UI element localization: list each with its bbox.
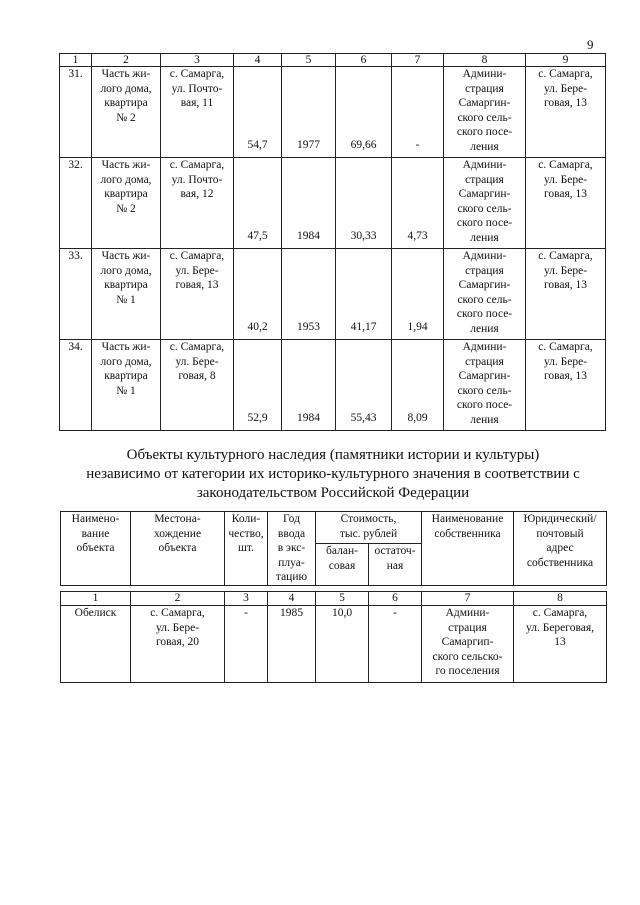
cell-line: лого дома, xyxy=(100,264,152,277)
owner-address xyxy=(526,249,606,340)
heritage-table-body xyxy=(61,512,607,683)
cell-line: ского сельско- xyxy=(432,650,503,663)
cell-line: квартира xyxy=(104,188,148,201)
cell-line: хождение xyxy=(153,527,202,540)
object-area: 54,7 xyxy=(234,67,282,158)
cell-line: 13 xyxy=(554,636,566,649)
cell-line: с. Самарга, xyxy=(150,607,205,619)
header-object-name xyxy=(61,512,131,586)
balance-cost: 30,33 xyxy=(336,158,392,249)
cell-line: ского посе- xyxy=(456,126,513,139)
cell-line: Админи- xyxy=(462,159,507,171)
cell-line: Админи- xyxy=(462,68,507,80)
cell-line: страция xyxy=(448,621,487,634)
cell-line: с. Самарга, xyxy=(532,607,588,619)
row-number: 32. xyxy=(60,158,92,249)
cell-line: ского сель- xyxy=(457,202,512,215)
cell-line: квартира xyxy=(104,97,148,110)
cell-line: ления xyxy=(470,231,499,244)
balance-cost: 41,17 xyxy=(336,249,392,340)
cell-line: Админи- xyxy=(462,250,507,262)
cell-line: ул. Бере- xyxy=(543,82,588,95)
header-quantity xyxy=(225,512,268,586)
cell-line: ввода xyxy=(277,527,306,540)
cell-line: совая xyxy=(328,559,356,572)
cell-line: чество, xyxy=(228,527,264,540)
cell-line: остаточ- xyxy=(374,545,416,557)
column-number: 6 xyxy=(369,592,422,606)
cell-line: ул. Береговая, xyxy=(525,621,595,634)
header-owner xyxy=(422,512,514,586)
cell-line: квартира xyxy=(104,279,148,292)
object-name xyxy=(92,249,161,340)
cell-line: № 1 xyxy=(116,384,136,397)
residual-cost: 1,94 xyxy=(392,249,444,340)
page-number: 9 xyxy=(587,37,594,52)
column-number: 7 xyxy=(392,54,444,67)
cell-line: ул. Бере- xyxy=(155,621,200,634)
owner-name xyxy=(444,340,526,431)
owner-name xyxy=(444,249,526,340)
column-number: 5 xyxy=(316,592,369,606)
cell-line: ского посе- xyxy=(456,308,513,321)
cell-line: Стоимость, xyxy=(340,513,397,525)
cell-line: говая, 13 xyxy=(543,370,588,383)
object-address xyxy=(161,249,234,340)
column-number-row xyxy=(60,54,606,67)
cell-line: с. Самарга, xyxy=(538,250,593,262)
object-year: 1977 xyxy=(282,67,336,158)
object-name xyxy=(92,158,161,249)
table-row xyxy=(60,67,606,158)
cell-line: собственника xyxy=(434,527,501,540)
column-number: 7 xyxy=(422,592,514,606)
cell-line: ная xyxy=(386,559,404,572)
cell-line: Самаргин- xyxy=(458,188,511,201)
object-year: 1984 xyxy=(282,340,336,431)
cell-line: Самаргин- xyxy=(458,370,511,383)
object-area: 40,2 xyxy=(234,249,282,340)
cell-line: № 2 xyxy=(116,111,136,124)
section-heading-line: законодательством Российской Федерации xyxy=(196,485,470,501)
section-heading xyxy=(60,446,606,503)
cell-line: квартира xyxy=(104,370,148,383)
column-number: 1 xyxy=(60,54,92,67)
owner-name xyxy=(422,606,514,683)
cell-line: Наимено- xyxy=(71,513,120,525)
cell-line: страция xyxy=(465,173,504,186)
column-number: 2 xyxy=(92,54,161,67)
cell-line: № 2 xyxy=(116,202,136,215)
object-address xyxy=(161,158,234,249)
cell-line: лого дома, xyxy=(100,82,152,95)
cell-line: Часть жи- xyxy=(101,341,151,353)
cell-line: с. Самарга, xyxy=(169,159,225,171)
column-number: 4 xyxy=(234,54,282,67)
column-number: 5 xyxy=(282,54,336,67)
cell-line: вая, 12 xyxy=(180,188,214,201)
object-year: 1984 xyxy=(282,158,336,249)
balance-cost: 69,66 xyxy=(336,67,392,158)
cell-line: страция xyxy=(465,82,504,95)
column-number: 1 xyxy=(61,592,131,606)
column-number: 6 xyxy=(336,54,392,67)
object-year: 1985 xyxy=(268,606,316,683)
cell-line: с. Самарга, xyxy=(538,341,593,353)
balance-cost: 10,0 xyxy=(316,606,369,683)
object-name: Обелиск xyxy=(61,606,131,683)
cell-line: ул. Бере- xyxy=(175,264,219,277)
owner-name xyxy=(444,67,526,158)
cell-line: ления xyxy=(470,322,499,335)
cell-line: № 1 xyxy=(116,293,136,306)
heritage-table xyxy=(60,511,607,683)
cell-line: с. Самарга, xyxy=(169,250,225,262)
balance-cost: 55,43 xyxy=(336,340,392,431)
cell-line: Админи- xyxy=(445,607,490,619)
cell-line: ского сель- xyxy=(457,111,512,124)
cell-line: говая, 8 xyxy=(178,370,216,383)
cell-line: страция xyxy=(465,355,504,368)
cell-line: ул. Бере- xyxy=(175,355,219,368)
header-residual xyxy=(369,544,422,586)
owner-address xyxy=(514,606,607,683)
column-number: 8 xyxy=(514,592,607,606)
cell-line: ул. Почто- xyxy=(171,82,223,95)
header-location xyxy=(131,512,225,586)
cell-line: адрес xyxy=(546,542,574,555)
cell-line: страция xyxy=(465,264,504,277)
object-location xyxy=(131,606,225,683)
cell-line: балан- xyxy=(326,545,358,557)
cell-line: лого дома, xyxy=(100,173,152,186)
cell-line: го поселения xyxy=(435,665,500,678)
property-table xyxy=(59,53,606,431)
owner-address xyxy=(526,158,606,249)
cell-line: ского сель- xyxy=(457,293,512,306)
table-row xyxy=(61,606,607,683)
cell-line: говая, 13 xyxy=(175,279,219,292)
cell-line: с. Самарга, xyxy=(169,68,225,80)
residual-cost: - xyxy=(369,606,422,683)
object-name xyxy=(92,340,161,431)
header-year xyxy=(268,512,316,586)
table-row xyxy=(60,249,606,340)
cell-line: Год xyxy=(283,513,300,525)
residual-cost: 4,73 xyxy=(392,158,444,249)
cell-line: ления xyxy=(470,413,499,426)
cell-line: Админи- xyxy=(462,341,507,353)
cell-line: лого дома, xyxy=(100,355,152,368)
cell-line: Самаргин- xyxy=(458,279,511,292)
cell-line: объекта xyxy=(76,542,115,555)
cell-line: Наименование xyxy=(431,513,504,525)
header-balance xyxy=(316,544,369,586)
cell-line: с. Самарга, xyxy=(538,68,593,80)
cell-line: с. Самарга, xyxy=(538,159,593,171)
section-heading-line: Объекты культурного наследия (памятники истории и культуры) xyxy=(126,447,540,463)
row-number: 34. xyxy=(60,340,92,431)
cell-line: ского посе- xyxy=(456,399,513,412)
property-table-body xyxy=(60,54,606,431)
cell-line: собственника xyxy=(526,556,594,569)
column-number: 9 xyxy=(526,54,606,67)
column-number: 8 xyxy=(444,54,526,67)
cell-line: Местона- xyxy=(154,513,201,525)
column-number: 3 xyxy=(225,592,268,606)
row-number: 33. xyxy=(60,249,92,340)
object-name xyxy=(92,67,161,158)
cell-line: ского посе- xyxy=(456,217,513,230)
residual-cost: - xyxy=(392,67,444,158)
cell-line: Часть жи- xyxy=(101,68,151,80)
row-number: 31. xyxy=(60,67,92,158)
owner-address xyxy=(526,67,606,158)
cell-line: ул. Почто- xyxy=(171,173,223,186)
cell-line: плуа- xyxy=(278,556,305,569)
cell-line: с. Самарга, xyxy=(169,341,225,353)
object-area: 47,5 xyxy=(234,158,282,249)
owner-name xyxy=(444,158,526,249)
cell-line: Юридический/ xyxy=(523,513,597,525)
owner-address xyxy=(526,340,606,431)
cell-line: Самаргип- xyxy=(441,636,494,649)
cell-line: ул. Бере- xyxy=(543,173,588,186)
cell-line: вая, 11 xyxy=(180,97,214,110)
object-address xyxy=(161,67,234,158)
column-number: 2 xyxy=(131,592,225,606)
cell-line: вание xyxy=(81,527,110,540)
cell-line: говая, 13 xyxy=(543,188,588,201)
cell-line: Часть жи- xyxy=(101,159,151,171)
cell-line: объекта xyxy=(158,542,197,555)
object-area: 52,9 xyxy=(234,340,282,431)
header-cost xyxy=(316,512,422,544)
table-row xyxy=(60,340,606,431)
cell-line: ул. Бере- xyxy=(543,264,588,277)
cell-line: шт. xyxy=(238,542,254,555)
cell-line: в экс- xyxy=(277,542,306,555)
cell-line: Коли- xyxy=(231,513,261,525)
cell-line: ления xyxy=(470,140,499,153)
header-owner-address xyxy=(514,512,607,586)
cell-line: тацию xyxy=(275,571,308,584)
cell-line: Самаргин- xyxy=(458,97,511,110)
cell-line: говая, 13 xyxy=(543,279,588,292)
cell-line: тыс. рублей xyxy=(339,527,398,540)
cell-line: почтовый xyxy=(536,527,584,540)
cell-line: Часть жи- xyxy=(101,250,151,262)
section-heading-line: независимо от категории их историко-культурного значения в соответствии с xyxy=(86,466,580,482)
object-quantity: - xyxy=(225,606,268,683)
residual-cost: 8,09 xyxy=(392,340,444,431)
table-row xyxy=(60,158,606,249)
cell-line: ского сель- xyxy=(457,384,512,397)
column-number: 3 xyxy=(161,54,234,67)
column-number-row xyxy=(61,592,607,606)
column-number: 4 xyxy=(268,592,316,606)
object-address xyxy=(161,340,234,431)
cell-line: говая, 13 xyxy=(543,97,588,110)
object-year: 1953 xyxy=(282,249,336,340)
cell-line: ул. Бере- xyxy=(543,355,588,368)
cell-line: говая, 20 xyxy=(155,636,200,649)
header-row xyxy=(61,512,607,544)
